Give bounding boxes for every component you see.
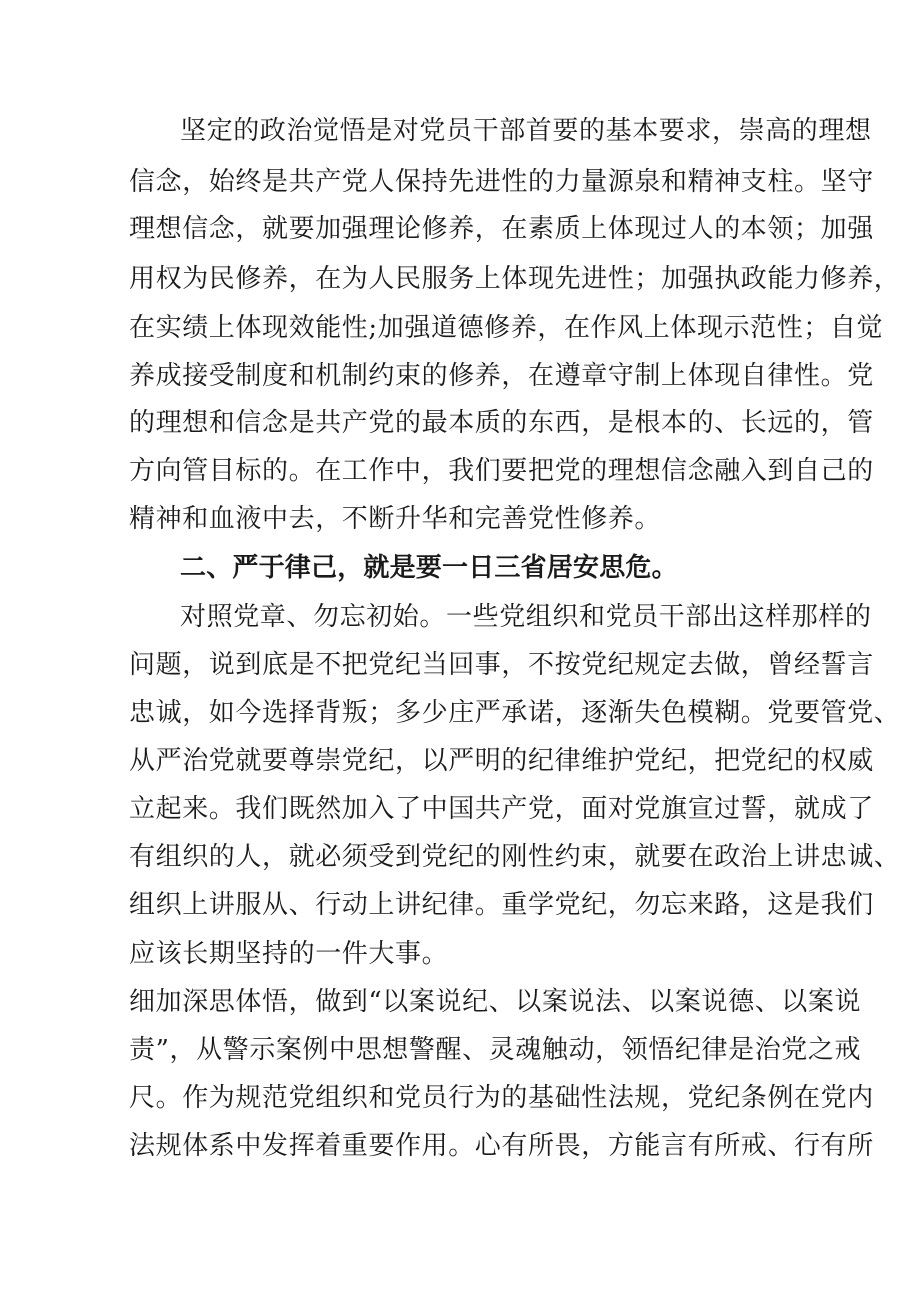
paragraph-3-line-2: 责”，从警示案例中思想警醒、灵魂触动，领悟纪律是治党之戒: [129, 1035, 862, 1065]
paragraph-3-line-1: 细加深思体悟，做到“以案说纪、以案说法、以案说德、以案说: [129, 987, 862, 1017]
paragraph-2-line-7: 组织上讲服从、行动上讲纪律。重学党纪，勿忘来路，这是我们: [129, 890, 874, 920]
paragraph-2-line-1: 对照党章、勿忘初始。一些党组织和党员干部出这样那样的: [180, 602, 872, 632]
paragraph-1-line-1: 坚定的政治觉悟是对党员干部首要的基本要求，崇高的理想: [180, 116, 872, 146]
paragraph-1-line-4: 用权为民修养，在为人民服务上体现先进性；加强执政能力修养，: [129, 264, 901, 294]
paragraph-1-line-8: 方向管目标的。在工作中，我们要把党的理想信念融入到自己的: [129, 456, 874, 486]
paragraph-2-line-5: 立起来。我们既然加入了中国共产党，面对党旗宣过誓，就成了: [129, 794, 874, 824]
paragraph-1-line-7: 的理想和信念是共产党的最本质的东西，是根本的、长远的，管: [129, 408, 874, 438]
paragraph-1-line-6: 养成接受制度和机制约束的修养，在遵章守制上体现自律性。党: [129, 361, 874, 391]
section-heading: 二、严于律己，就是要一日三省居安思危。: [180, 553, 678, 583]
paragraph-3-line-4: 法规体系中发挥着重要作用。心有所畏，方能言有所戒、行有所: [129, 1131, 874, 1161]
paragraph-2-line-8: 应该长期坚持的一件大事。: [129, 939, 449, 969]
paragraph-3-line-3: 尺。作为规范党组织和党员行为的基础性法规，党纪条例在党内: [129, 1083, 874, 1113]
paragraph-2-line-3: 忠诚，如今选择背叛；多少庄严承诺，逐渐失色模糊。党要管党、: [129, 698, 901, 728]
paragraph-1-line-5: 在实绩上体现效能性;加强道德修养，在作风上体现示范性；自觉: [129, 313, 884, 343]
paragraph-1-line-2: 信念，始终是共产党人保持先进性的力量源泉和精神支柱。坚守: [129, 167, 874, 197]
paragraph-1-line-3: 理想信念，就要加强理论修养，在素质上体现过人的本领；加强: [129, 214, 874, 244]
paragraph-1-line-9: 精神和血液中去，不断升华和完善党性修养。: [129, 504, 662, 534]
paragraph-2-line-2: 问题，说到底是不把党纪当回事，不按党纪规定去做，曾经誓言: [129, 650, 874, 680]
paragraph-2-line-4: 从严治党就要尊崇党纪，以严明的纪律维护党纪，把党纪的权威: [129, 746, 874, 776]
paragraph-2-line-6: 有组织的人，就必须受到党纪的刚性约束，就要在政治上讲忠诚、: [129, 842, 901, 872]
